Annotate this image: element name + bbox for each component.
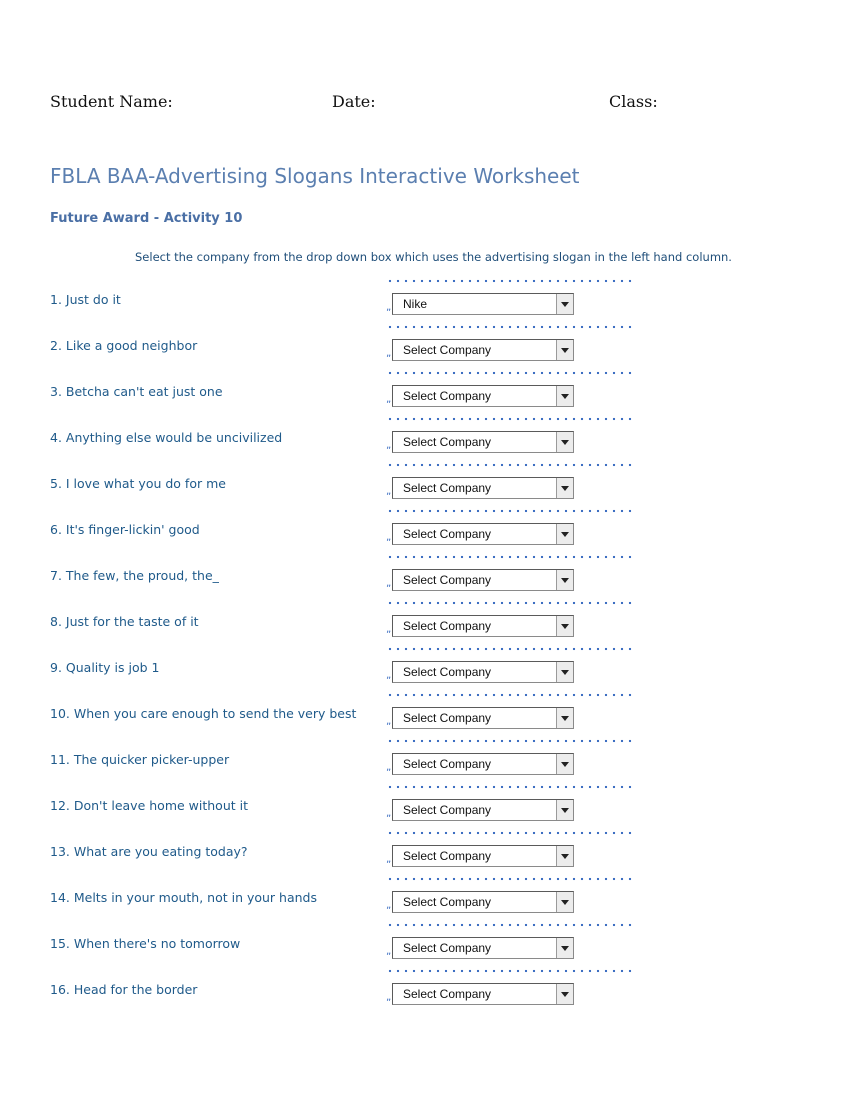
chevron-down-icon[interactable] [556,984,573,1004]
field-border-dots [386,370,632,378]
company-select[interactable] [392,385,574,407]
class-label: Class: [609,92,658,111]
chevron-down-icon[interactable] [556,294,573,314]
company-select[interactable] [392,523,574,545]
field-border-dots [386,738,632,746]
question-row [50,784,650,830]
slogan-text: 15. When there's no tomorrow [50,936,241,951]
company-select-value: Select Company [403,619,492,633]
field-marker-icon: „ [386,946,392,957]
company-select[interactable] [392,477,574,499]
field-marker-icon: „ [386,440,392,451]
field-marker-icon: „ [386,992,392,1003]
company-select-value: Select Company [403,849,492,863]
company-select[interactable] [392,431,574,453]
instructions-text: Select the company from the drop down box which uses the advertising slogan in the left hand column. [135,250,732,264]
question-row [50,462,650,508]
slogan-text: 16. Head for the border [50,982,198,997]
chevron-down-icon[interactable] [556,386,573,406]
chevron-down-icon[interactable] [556,662,573,682]
chevron-down-icon[interactable] [556,846,573,866]
question-row [50,968,650,1014]
question-row [50,646,650,692]
slogan-text: 2. Like a good neighbor [50,338,198,353]
company-select[interactable] [392,799,574,821]
question-row [50,554,650,600]
question-row [50,370,650,416]
question-row [50,508,650,554]
date-label: Date: [332,92,376,111]
question-row [50,600,650,646]
company-select[interactable] [392,937,574,959]
field-border-dots [386,508,632,516]
slogan-text: 10. When you care enough to send the very best [50,706,357,721]
field-marker-icon: „ [386,486,392,497]
company-select[interactable] [392,845,574,867]
question-list [50,278,650,1014]
field-border-dots [386,600,632,608]
company-select[interactable] [392,891,574,913]
field-marker-icon: „ [386,394,392,405]
field-marker-icon: „ [386,854,392,865]
company-select-value: Select Company [403,389,492,403]
field-marker-icon: „ [386,624,392,635]
company-select[interactable] [392,661,574,683]
company-select-value: Select Company [403,987,492,1001]
company-select-value: Select Company [403,711,492,725]
company-select-value: Select Company [403,343,492,357]
slogan-text: 11. The quicker picker-upper [50,752,230,767]
field-border-dots [386,876,632,884]
company-select-value: Select Company [403,527,492,541]
company-select[interactable] [392,707,574,729]
field-border-dots [386,554,632,562]
company-select[interactable] [392,293,574,315]
company-select-value: Select Company [403,573,492,587]
chevron-down-icon[interactable] [556,892,573,912]
question-row [50,692,650,738]
company-select-value: Select Company [403,435,492,449]
slogan-text: 9. Quality is job 1 [50,660,160,675]
slogan-text: 8. Just for the taste of it [50,614,199,629]
company-select-value: Select Company [403,757,492,771]
company-select-value: Select Company [403,803,492,817]
field-marker-icon: „ [386,348,392,359]
company-select[interactable] [392,753,574,775]
question-row [50,830,650,876]
chevron-down-icon[interactable] [556,616,573,636]
slogan-text: 7. The few, the proud, the_ [50,568,219,583]
field-marker-icon: „ [386,302,392,313]
field-border-dots [386,278,632,286]
company-select-value: Select Company [403,665,492,679]
question-row [50,278,650,324]
company-select-value: Select Company [403,481,492,495]
field-marker-icon: „ [386,900,392,911]
field-border-dots [386,968,632,976]
field-border-dots [386,784,632,792]
field-marker-icon: „ [386,670,392,681]
question-row [50,922,650,968]
chevron-down-icon[interactable] [556,800,573,820]
field-marker-icon: „ [386,762,392,773]
slogan-text: 14. Melts in your mouth, not in your hands [50,890,317,905]
field-border-dots [386,922,632,930]
company-select[interactable] [392,615,574,637]
chevron-down-icon[interactable] [556,708,573,728]
company-select-value: Select Company [403,941,492,955]
chevron-down-icon[interactable] [556,478,573,498]
slogan-text: 1. Just do it [50,292,121,307]
question-row [50,416,650,462]
chevron-down-icon[interactable] [556,340,573,360]
field-border-dots [386,646,632,654]
question-row [50,738,650,784]
question-row [50,324,650,370]
field-border-dots [386,462,632,470]
company-select[interactable] [392,983,574,1005]
field-border-dots [386,416,632,424]
field-border-dots [386,692,632,700]
company-select-value: Select Company [403,895,492,909]
slogan-text: 12. Don't leave home without it [50,798,248,813]
chevron-down-icon[interactable] [556,938,573,958]
page-title: FBLA BAA-Advertising Slogans Interactive Worksheet [50,164,580,188]
slogan-text: 6. It's finger-lickin' good [50,522,200,537]
slogan-text: 3. Betcha can't eat just one [50,384,223,399]
field-marker-icon: „ [386,532,392,543]
chevron-down-icon[interactable] [556,524,573,544]
slogan-text: 5. I love what you do for me [50,476,226,491]
slogan-text: 13. What are you eating today? [50,844,248,859]
field-marker-icon: „ [386,808,392,819]
student-info-header [50,92,810,116]
page-subtitle: Future Award - Activity 10 [50,211,243,226]
field-marker-icon: „ [386,716,392,727]
field-marker-icon: „ [386,578,392,589]
field-border-dots [386,324,632,332]
chevron-down-icon[interactable] [556,432,573,452]
company-select[interactable] [392,569,574,591]
chevron-down-icon[interactable] [556,570,573,590]
field-border-dots [386,830,632,838]
slogan-text: 4. Anything else would be uncivilized [50,430,283,445]
company-select-value: Nike [403,297,428,311]
company-select[interactable] [392,339,574,361]
student-name-label: Student Name: [50,92,173,111]
question-row [50,876,650,922]
chevron-down-icon[interactable] [556,754,573,774]
